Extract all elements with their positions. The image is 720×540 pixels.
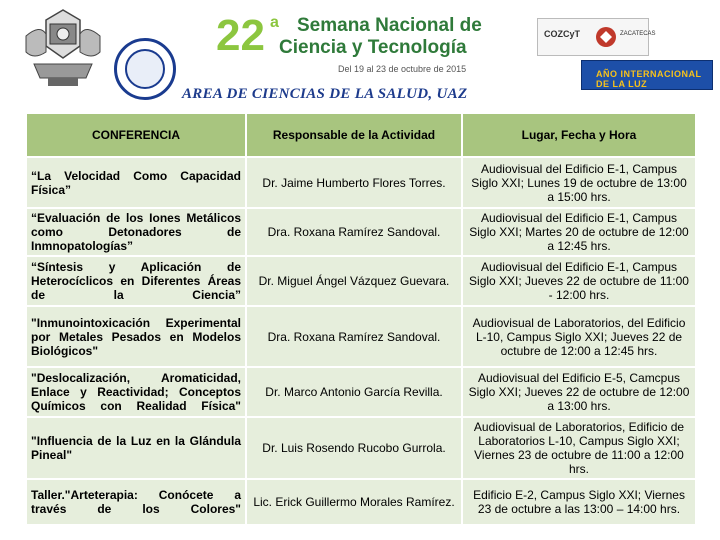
event-dates: Del 19 al 23 de octubre de 2015 [338, 64, 467, 74]
responsible-cell: Lic. Erick Guillermo Morales Ramírez. [246, 479, 462, 525]
place-cell: Edificio E-2, Campus Siglo XXI; Viernes 23 de octubre a las 13:00 – 14:00 hrs. [462, 479, 696, 525]
table-row [26, 208, 696, 256]
zacatecas-logo-text: ZACATECAS [620, 31, 656, 37]
place-cell: Audiovisual del Edificio E-1, Campus Siglo XXI; Jueves 22 de octubre de 11:00 - 12:00 hrs. [462, 256, 696, 306]
responsible-cell: Dr. Miguel Ángel Vázquez Guevara. [246, 256, 462, 306]
place-cell: Audiovisual del Edificio E-5, Camcpus Siglo XXI; Jueves 22 de octubre de 12:00 a 13:00 hrs. [462, 367, 696, 417]
university-seal-logo [20, 6, 106, 90]
place-cell: Audiovisual del Edificio E-1, Campus Siglo XXI; Lunes 19 de octubre de 13:00 a 15:00 hrs. [462, 157, 696, 208]
table-row [26, 157, 696, 208]
luz-logo-text: AÑO INTERNACIONAL DE LA LUZ [596, 69, 702, 89]
cozcyt-logo-text: COZCyT [544, 29, 580, 39]
school-circle-logo [114, 38, 176, 100]
conference-cell: "Influencia de la Luz en la Glándula Pineal" [26, 417, 246, 479]
zacatecas-mark-icon [594, 25, 618, 49]
column-header-conference: CONFERENCIA [26, 113, 246, 157]
conference-cell: Taller."Arteterapia: Conócete a través de los Colores" [26, 479, 246, 525]
responsible-cell: Dr. Luis Rosendo Rucobo Gurrola. [246, 417, 462, 479]
schedule-table [25, 112, 697, 526]
conference-cell: "Inmunointoxicación Experimental por Metales Pesados en Modelos Biológicos" [26, 306, 246, 367]
event-title-line1: Semana Nacional de [297, 15, 482, 36]
table-row [26, 306, 696, 367]
event-title-line2: Ciencia y Tecnología [279, 37, 467, 58]
column-header-responsible: Responsable de la Actividad [246, 113, 462, 157]
conference-cell: “La Velocidad Como Capacidad Física” [26, 157, 246, 208]
place-cell: Audiovisual del Edificio E-1, Campus Siglo XXI; Martes 20 de octubre de 12:00 a 12:45 hrs. [462, 208, 696, 256]
column-header-place: Lugar, Fecha y Hora [462, 113, 696, 157]
school-emblem-icon [125, 49, 165, 89]
place-cell: Audiovisual de Laboratorios, Edificio de Laboratorios L-10, Campus Siglo XXI; Viernes 23 de octubre de 11:00 a 12:00 hrs. [462, 417, 696, 479]
table-row [26, 367, 696, 417]
place-cell: Audiovisual de Laboratorios, del Edificio L-10, Campus Siglo XXI; Jueves 22 de octubre de 12:00 a 12:45 hrs. [462, 306, 696, 367]
event-superscript: a [270, 14, 279, 31]
responsible-cell: Dra. Roxana Ramírez Sandoval. [246, 306, 462, 367]
conference-cell: “Evaluación de los Iones Metálicos como Detonadores de Inmnopatologías” [26, 208, 246, 256]
responsible-cell: Dra. Roxana Ramírez Sandoval. [246, 208, 462, 256]
conference-cell: "Deslocalización, Aromaticidad, Enlace y Reactividad; Conceptos Químicos con Realidad Física" [26, 367, 246, 417]
responsible-cell: Dr. Marco Antonio García Revilla. [246, 367, 462, 417]
responsible-cell: Dr. Jaime Humberto Flores Torres. [246, 157, 462, 208]
area-title: AREA DE CIENCIAS DE LA SALUD, UAZ [182, 86, 468, 102]
conference-cell: “Síntesis y Aplicación de Heterocíclicos en Diferentes Áreas de la Ciencia” [26, 256, 246, 306]
table-row [26, 417, 696, 479]
international-year-of-light-logo [581, 60, 713, 90]
cozcyt-logo [537, 18, 656, 56]
table-header-row [26, 113, 696, 157]
event-number: 22 [216, 11, 265, 60]
table-row [26, 479, 696, 525]
table-row [26, 256, 696, 306]
